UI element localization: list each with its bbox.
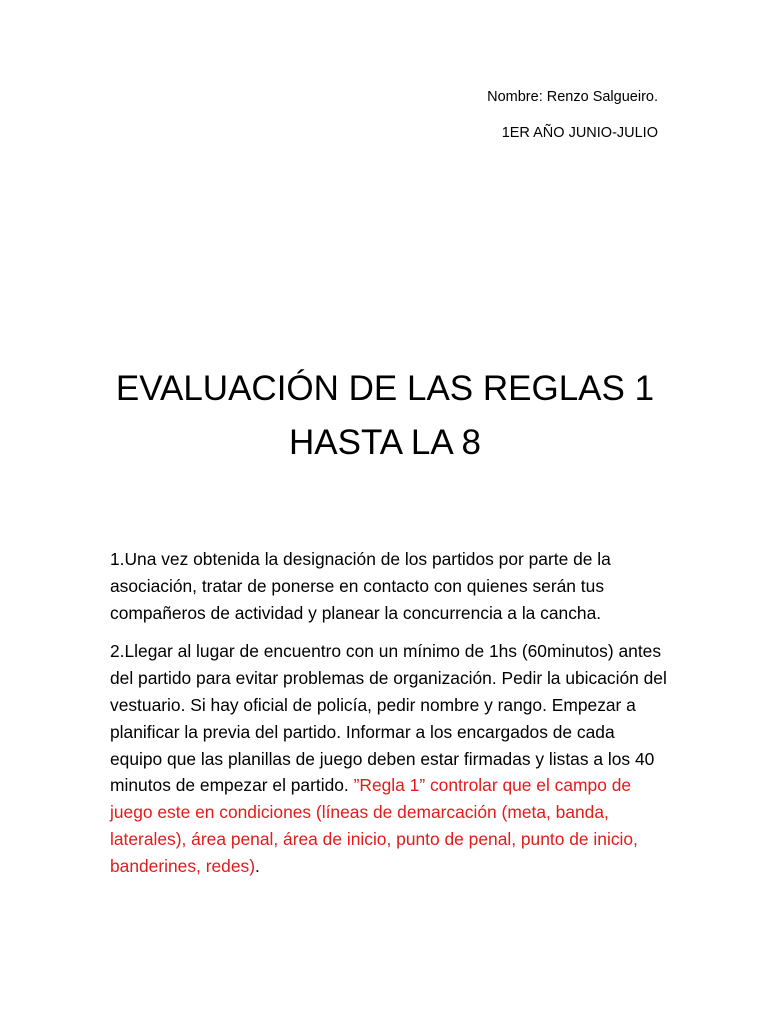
document-title [80, 362, 690, 470]
paragraph-2-end: . [255, 855, 260, 876]
course-period: 1ER AÑO JUNIO-JULIO [501, 125, 658, 141]
paragraph-2 [110, 638, 670, 879]
document-header [487, 88, 658, 160]
paragraph-1: 1.Una vez obtenida la designación de los partidos por parte de la asociación, tratar de ponerse en contacto con quienes serán tus compañeros de actividad y planear la concurrencia a la cancha. [110, 549, 611, 623]
document-body [110, 546, 670, 892]
paragraph-2-highlight: ”Regla 1” controlar que el campo de juego este en condiciones (líneas de demarcación (meta, banda, laterales), área penal, área de inicio, punto de penal, punto de inicio, banderines, redes) [110, 775, 638, 876]
student-name: Nombre: Renzo Salgueiro. [487, 89, 658, 105]
title-line-2: HASTA LA 8 [289, 423, 481, 462]
title-line-1: EVALUACIÓN DE LAS REGLAS 1 [115, 369, 655, 408]
paragraph-2-text: 2.Llegar al lugar de encuentro con un mínimo de 1hs (60minutos) antes del partido para evitar problemas de organización. Pedir la ubicación del vestuario. Si hay oficial de policía, pedir nombre y rango. Empezar a planificar la previa del partido. Informar a los encargados de cada equipo que las planillas de juego deben estar firmadas y listas a los 40 minutos de empezar el partido. [110, 641, 667, 796]
